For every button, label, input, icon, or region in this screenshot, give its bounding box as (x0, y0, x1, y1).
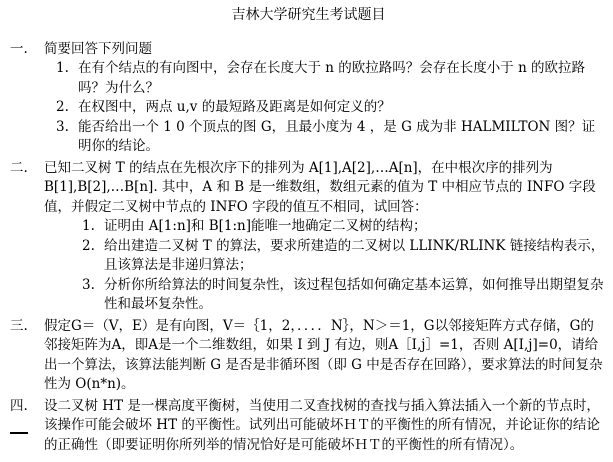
section-4-text: 设二叉树 HT 是一棵高度平衡树，当使用二叉查找树的查找与插入算法插入一个新的节点时，该操作可能会破坏 HT 的平衡性。试列出可能破坏ＨＴ的平衡性的所有情况，并论证你的结论的正确性（即要证明你所列举的情况恰好是可能破坏ＨＴ的平衡性的所有情况）。 (44, 397, 600, 453)
section-2-label: 二. (10, 159, 28, 176)
section-4 (10, 397, 607, 456)
item-number: 1. (82, 218, 95, 234)
item-text: 分析你所给算法的时间复杂性，该过程包括如何确定基本运算，如何推导出期望复杂性和最坏复杂性。 (104, 276, 604, 312)
end-dash-mark (10, 432, 28, 434)
section-2 (10, 159, 607, 315)
section-2-item-3 (44, 276, 607, 315)
section-1-item-1 (44, 59, 607, 98)
section-1-label: 一. (10, 40, 28, 57)
section-1-heading: 简要回答下列问题 (44, 40, 152, 57)
section-2-item-1 (44, 217, 607, 237)
section-1 (10, 40, 607, 157)
document-title: 吉林大学研究生考试题目 (231, 7, 386, 23)
item-number: 1. (56, 60, 69, 76)
item-number: 2. (56, 99, 69, 115)
section-2-text: 已知二叉树 T 的结点在先根次序下的排列为 A[1],A[2],…A[n]，在中根次序的排列为 B[1],B[2],…B[n]. 其中，A 和 B 是一维数组，数组元素的值为 T 中相应节点的 INFO 字段值，并假定二叉树中节点的 INFO 字段的值互不相同，试回答： (44, 159, 596, 215)
item-number: 3. (82, 276, 95, 293)
section-3 (10, 317, 607, 395)
item-text: 能否给出一个 1 0 个顶点的图 G，且最小度为 4 ，是 G 成为非 HALMILTON 图？证明你的结论。 (78, 118, 596, 154)
section-1-item-2 (44, 98, 607, 118)
section-3-label: 三. (10, 317, 28, 334)
item-number: 3. (56, 118, 69, 135)
section-1-item-3 (44, 118, 607, 157)
item-text: 证明由 A[1:n]和 B[1:n]能唯一地确定二叉树的结构； (104, 218, 427, 234)
section-2-item-2 (44, 237, 607, 276)
item-text: 给出建造二叉树 T 的算法，要求所建造的二叉树以 LLINK/RLINK 链接结构表示，且该算法是非递归算法； (104, 237, 605, 273)
item-text: 在权图中，两点 u,v 的最短路及距离是如何定义的？ (78, 99, 391, 115)
section-3-text: 假定G＝（V，E）是有向图，V＝｛1，2，．．．．N｝，N＞＝1，G以邻接矩阵方式存储，G的邻接矩阵为A，即A是一个二维数组，如果 I 到 J 有边，则A［I,j］=1，否则 A[I,j]=0，请给出一个算法，该算法能判断 G 是否是非循环图（即 G 中是否存在回路），要求算法的时间复杂性为 O(n*n)。 (44, 317, 603, 392)
item-text: 在有个结点的有向图中，会存在长度大于 n 的欧拉路吗？会存在长度小于 n 的欧拉路吗？为什么？ (78, 60, 586, 96)
section-4-label: 四. (10, 397, 28, 414)
item-number: 2. (82, 237, 95, 254)
